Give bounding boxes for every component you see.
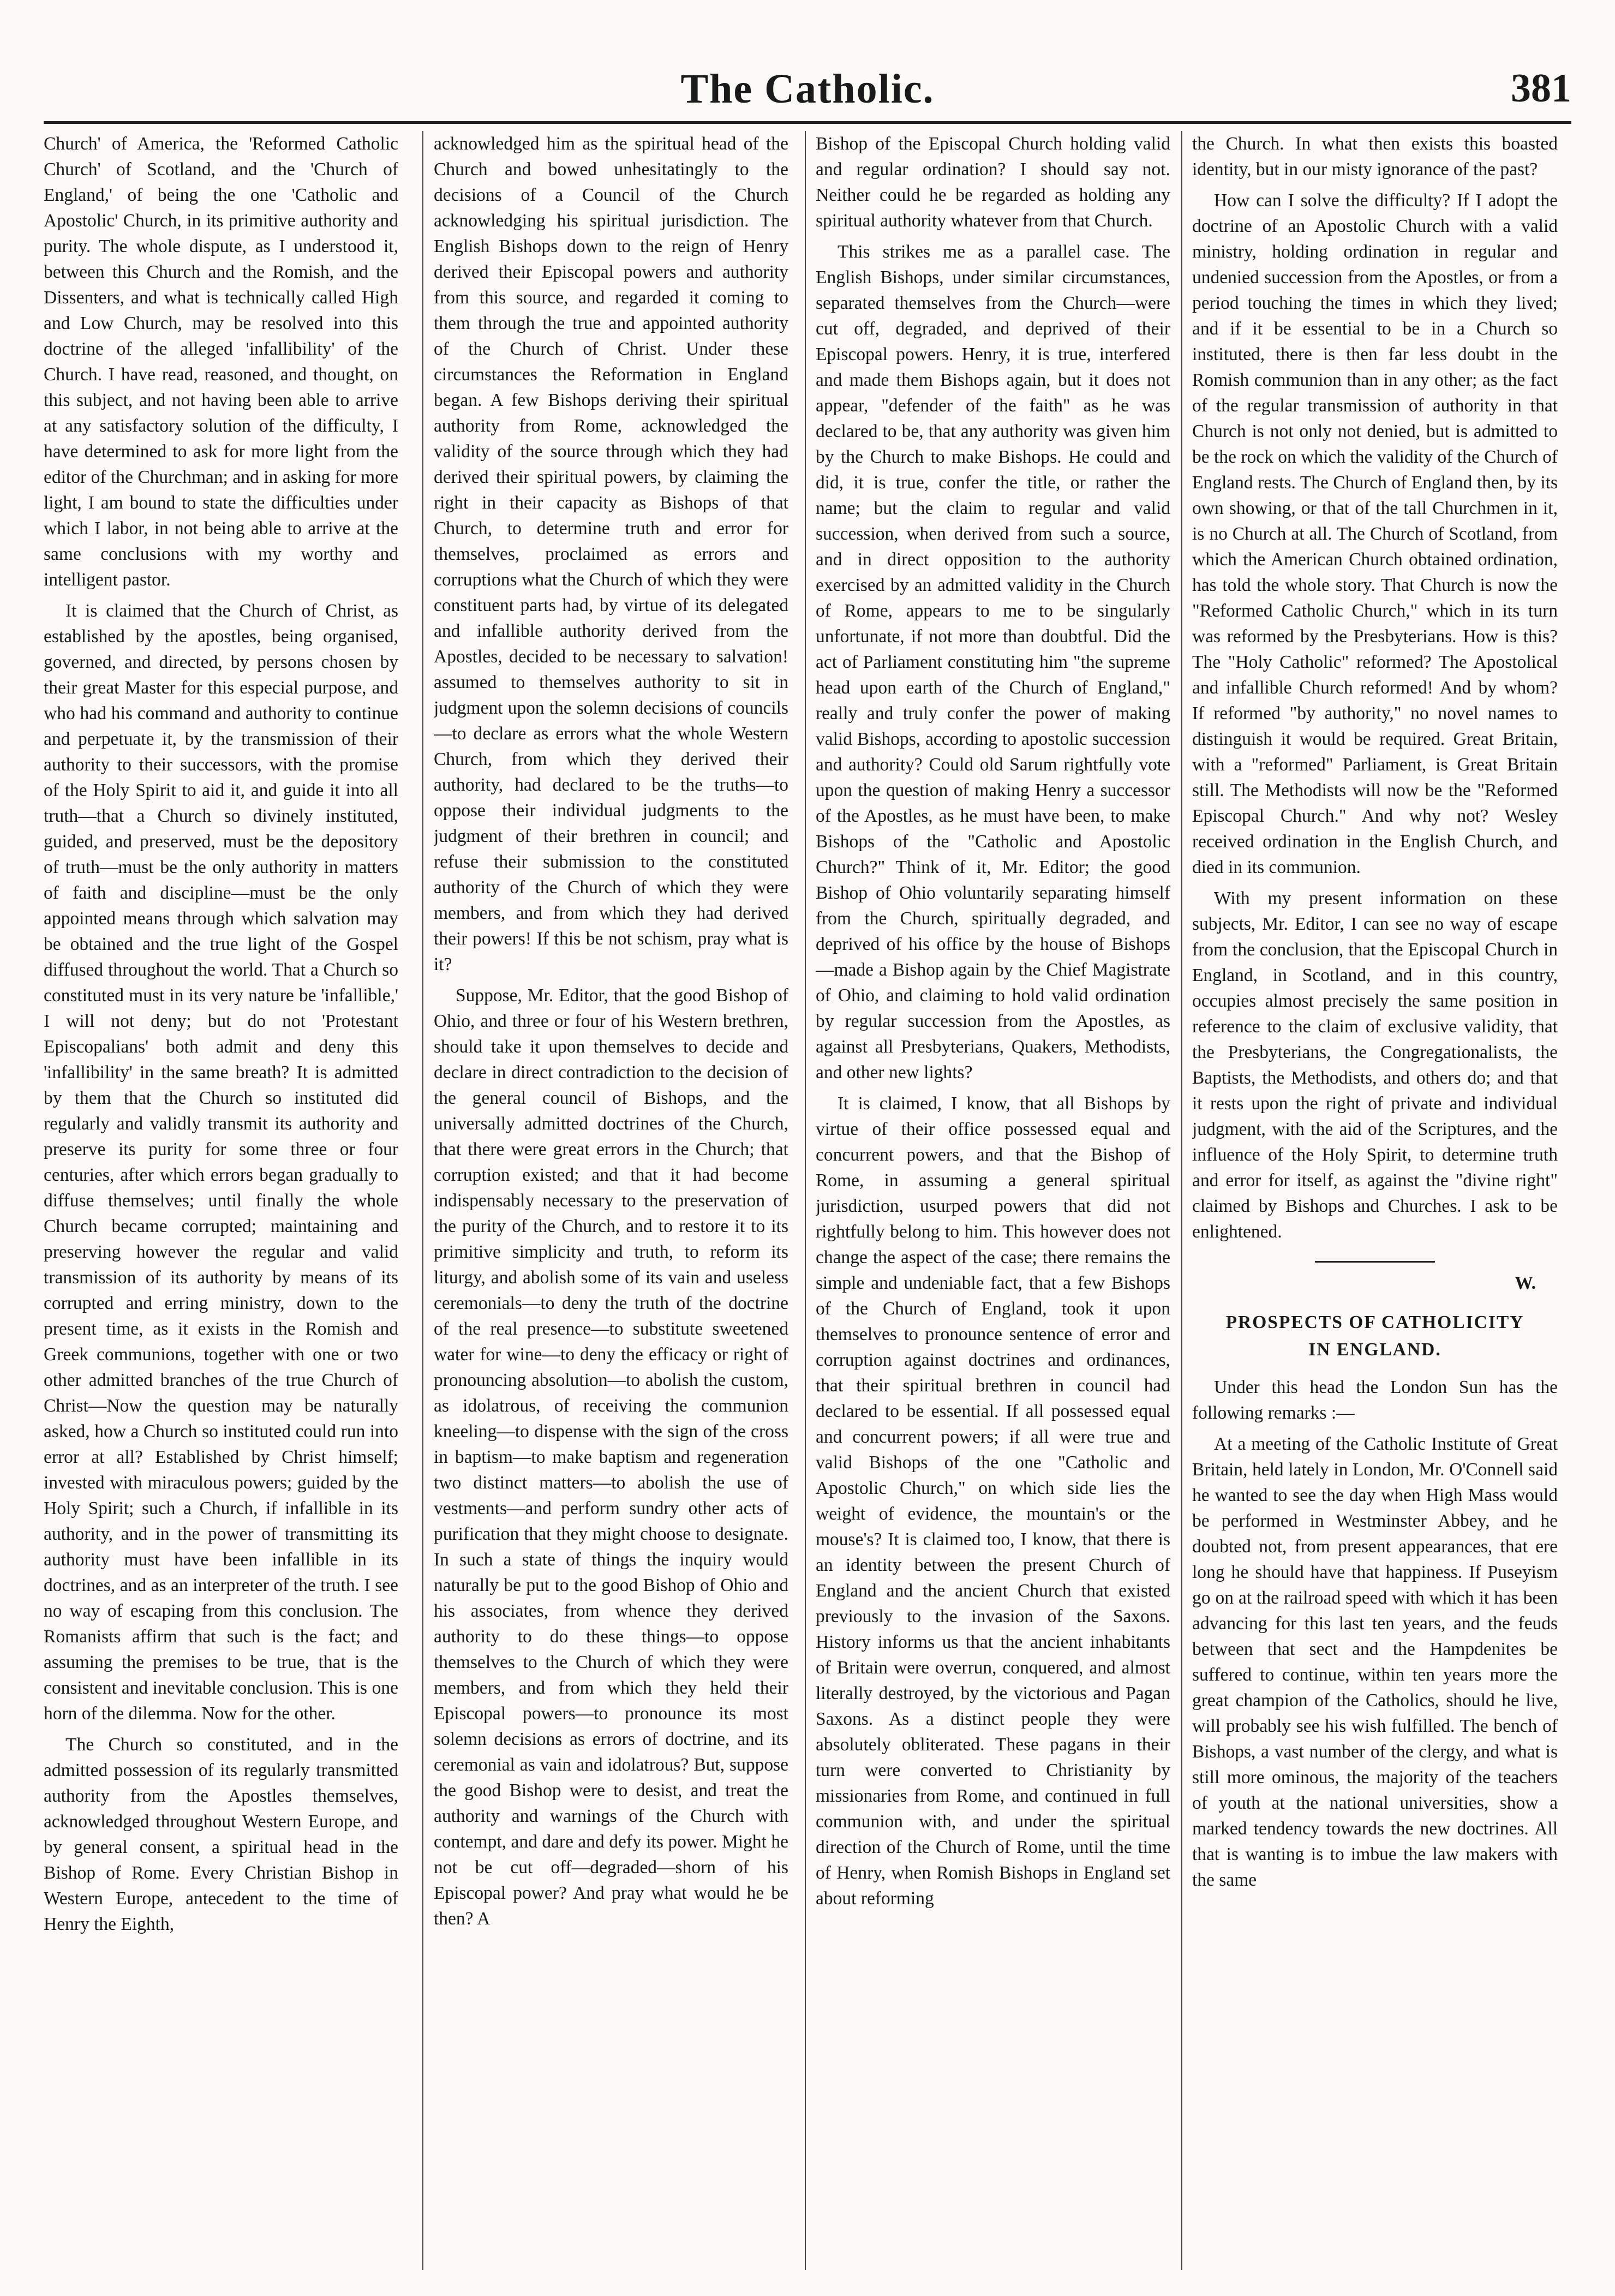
header-rule-thick bbox=[44, 121, 1571, 124]
paragraph: How can I solve the difficulty? If I adopt the doctrine of an Apostolic Church with a valid ministry, holding ordination in regular and undenied succession from the Apostles, or from a period touching the times in which they lived; and if it be essential to be in a Church so instituted, there is then far less doubt in the Romish communion than in any other; as the fact of the regular transmission of authority in that Church is not only not denied, but is admitted to be the rock on which the validity of the Church of England rests. The Church of England then, by its own showing, or that of the tall Churchmen in it, is no Church at all. The Church of Scotland, from which the American Church obtained ordination, has told the whole story. That Church is now the "Reformed Catholic Church," which in its turn was reformed by the Presbyterians. How is this? The "Holy Catholic" reformed? The Apostolical and infallible Church reformed! And by whom? If reformed "by authority," no novel names to distinguish it would be required. Great Britain, with a "reformed" Parliament, is Great Britain still. The Methodists will now be the "Reformed Episcopal Church." And why not? Wesley received ordination in the English Church, and died in its communion. bbox=[1192, 190, 1558, 877]
paragraph: At a meeting of the Catholic Institute of Great Britain, held lately in London, Mr. O'Connell said he wanted to see the day when High Mass would be performed in Westminster Abbey, and he doubted not, from present appearances, that ere long he should have that happiness. If Puseyism go on at the railroad speed with which it has been advancing for this last ten years, and the feuds between that sect and the Hampdenites be suffered to continue, within ten years more the great champion of the Catholics, should he live, will probably see his wish fulfilled. The bench of Bishops, a vast number of the clergy, and what is still more ominous, the majority of the teachers of youth at the national universities, show a marked tendency towards the new doctrines. All that is wanting is to imbue the law makers with the same bbox=[1192, 1434, 1558, 1890]
column-divider bbox=[1181, 131, 1182, 2270]
page-number: 381 bbox=[1511, 66, 1571, 111]
paragraph: This strikes me as a parallel case. The English Bishops, under similar circumstances, separated themselves from the Church—were cut off, degraded, and deprived of their Episcopal powers. Henry, it is true, interfered and made them Bishops again, but it does not appear, "defender of the faith" as he was declared to be, that any authority was given him by the Church to make Bishops. He could and did, it is true, confer the title, or rather the name; but the claim to regular and valid succession, when derived from such a source, and in direct opposition to the authority exercised by an admitted validity in the Church of Rome, appears to me to be singularly unfortunate, if not more than doubtful. Did the act of Parliament constituting him "the supreme head upon earth of the Church of England," really and truly confer the power of making valid Bishops, according to apostolic succession and authority? Could old Sarum rightfully vote upon the question of making Henry a successor of the Apostles, as he must have been, to make Bishops of the "Catholic and Apostolic Church?" Think of it, Mr. Editor; the good Bishop of Ohio voluntarily separating himself from the Church, spiritually degraded, and deprived of his office by the house of Bishops—made a Bishop again by the Chief Magistrate of Ohio, and claiming to hold valid ordination by regular succession from the Apostles, as against all Presbyterians, Quakers, Methodists, and other new lights? bbox=[816, 242, 1170, 1083]
paragraph: Suppose, Mr. Editor, that the good Bishop of Ohio, and three or four of his Western brethren, should take it upon themselves to decide and declare in direct contradiction to the decision of the general council of Bishops, and the universally admitted doctrines of the Church, that there were great errors in the Church; that corruption existed; and that it had become indispensably necessary to the preservation of the purity of the Church, and to restore it to its primitive simplicity and truth, to reform its liturgy, and abolish some of its vain and useless ceremonials—to deny the truth of the doctrine of the real presence—to substitute sweetened water for wine—to deny the efficacy or right of pronouncing absolution—to abolish the custom, as idolatrous, of receiving the communion kneeling—to dispense with the sign of the cross in baptism—to make baptism and regeneration two distinct matters—to abolish the use of vestments—and perform sundry other acts of purification that they might choose to designate. In such a state of things the inquiry would naturally be put to the good Bishop of Ohio and his associates, from whence they derived authority to do these things—to oppose themselves to the Church of which they were members, and from which they held their Episcopal powers—to pronounce its most solemn decisions as errors of doctrine, and its ceremonial as vain and idolatrous? But, suppose the good Bishop were to desist, and treat the authority and warnings of the Church with contempt, and dare and defy its power. Might he not be cut off—degraded—shorn of his Episcopal power? And pray what would he be then? A bbox=[434, 985, 788, 1929]
section-heading-line-1: PROSPECTS OF CATHOLICITY bbox=[1225, 1312, 1524, 1332]
section-divider bbox=[1315, 1261, 1435, 1263]
column-divider bbox=[805, 131, 806, 2270]
paragraph: Under this head the London Sun has the following remarks :— bbox=[1192, 1377, 1558, 1423]
page-title: The Catholic. bbox=[680, 66, 935, 112]
masthead bbox=[44, 22, 1571, 115]
paragraph: the Church. In what then exists this boasted identity, but in our misty ignorance of the past? bbox=[1192, 134, 1558, 180]
paragraph: It is claimed, I know, that all Bishops by virtue of their office possessed equal and concurrent powers, and that the Bishop of Rome, in assuming a general spiritual jurisdiction, usurped powers that did not rightfully belong to him. This however does not change the aspect of the case; there remains the simple and undeniable fact, that a few Bishops of the Church of England, took it upon themselves to pronounce sentence of error and corruption against doctrines and ordinances, that their spiritual brethren in council had declared to be essential. If all possessed equal and concurrent powers; if all were true and valid Bishops of the one "Catholic and Apostolic Church," on which side lies the weight of evidence, the mountain's or the mouse's? It is claimed too, I know, that there is an identity between the present Church of England and the ancient Church that existed previously to the invasion of the Saxons. History informs us that the ancient inhabitants of Britain were overrun, conquered, and almost literally destroyed, by the victorious and Pagan Saxons. As a distinct people they were absolutely obliterated. These pagans in their turn were converted to Christianity by missionaries from Rome, and continued in full communion with, and under the spiritual direction of the Church of Rome, until the time of Henry, when Romish Bishops in England set about reforming bbox=[816, 1093, 1170, 1909]
signature: W. bbox=[1515, 1273, 1536, 1293]
paragraph: With my present information on these subjects, Mr. Editor, I can see no way of escape from the conclusion, that the Episcopal Church in England, in Scotland, and in this country, occupies almost precisely the same position in reference to the claim of exclusive validity, that the Presbyterians, the Congregationalists, the Baptists, the Methodists, and others do; and that it rests upon the right of private and individual judgment, with the aid of the Scriptures, and the influence of the Holy Spirit, to determine truth and error for itself, as against the "divine right" claimed by Bishops and Churches. I ask to be enlightened. bbox=[1192, 888, 1558, 1242]
section-heading-line-2: IN ENGLAND. bbox=[1308, 1340, 1441, 1360]
paragraph: acknowledged him as the spiritual head of the Church and bowed unhesitatingly to the decisions of a Council of the Church acknowledging his spiritual jurisdiction. The English Bishops down to the reign of Henry derived their Episcopal powers and authority from this source, and regarded it coming to them through the true and appointed authority of the Church of Christ. Under these circumstances the Reformation in England began. A few Bishops deriving their spiritual authority from Rome, acknowledged the validity of the source through which they had derived their spiritual powers, by claiming the right in their capacity as Bishops of that Church, to determine truth and error for themselves, proclaimed as errors and corruptions what the Church of which they were constituent parts had, by virtue of its delegated and infallible authority derived from the Apostles, decided to be necessary to salvation! assumed to themselves authority to sit in judgment upon the solemn decisions of councils—to declare as errors what the whole Western Church, from which they derived their authority, had declared to be the truths—to oppose their individual judgments to the judgment of their brethren in council; and refuse their submission to the constituted authority of the Church of which they were members, and from which they had derived their powers! If this be not schism, pray what is it? bbox=[434, 134, 788, 974]
column-3 bbox=[816, 131, 1170, 2270]
column-divider bbox=[422, 131, 423, 2270]
paragraph: The Church so constituted, and in the admitted possession of its regularly transmitted authority from the Apostles themselves, acknowledged throughout Western Europe, and by general consent, a spiritual head in the Bishop of Rome. Every Christian Bishop in Western Europe, antecedent to the time of Henry the Eighth, bbox=[44, 1735, 398, 1934]
column-4 bbox=[1192, 131, 1558, 2270]
paragraph: Church' of America, the 'Reformed Catholic Church' of Scotland, and the 'Church of England,' of being the one 'Catholic and Apostolic' Church, in its primitive authority and purity. The whole dispute, as I understood it, between this Church and the Romish, and the Dissenters, and what is technically called High and Low Church, may be resolved into this doctrine of the alleged 'infallibility' of the Church. I have read, reasoned, and thought, on this subject, and not having been able to arrive at any satisfactory solution of the difficulty, I have determined to ask for more light from the editor of the Churchman; and in asking for more light, I am bound to state the difficulties under which I labor, in not being able to arrive at the same conclusions with my worthy and intelligent pastor. bbox=[44, 134, 398, 590]
column-2 bbox=[434, 131, 788, 2270]
section-heading bbox=[1192, 1309, 1558, 1364]
paragraph: It is claimed that the Church of Christ, as established by the apostles, being organised, governed, and directed, by persons chosen by their great Master for this especial purpose, and who had his command and authority to continue and perpetuate it, by the transmission of their authority to their successors, with the promise of the Holy Spirit to aid it, and guide it into all truth—that a Church so divinely instituted, guided, and preserved, must be the depository of truth—must be the only authority in matters of faith and discipline—must be the only appointed means through which salvation may be obtained and the true light of the Gospel diffused throughout the world. That a Church so constituted must in its very nature be 'infallible,' I will not deny; but do not 'Protestant Episcopalians' both admit and deny this 'infallibility' in the same breath? It is admitted by them that the Church so instituted did regularly and validly transmit its authority and preserve its purity for some three or four centuries, after which errors began gradually to diffuse themselves; until finally the whole Church became corrupted; maintaining and preserving however the regular and valid transmission of its authority by means of its corrupted and erring ministry, down to the present time, as it exists in the Romish and Greek communions, together with one or two other admitted branches of the true Church of Christ—Now the question may be naturally asked, how a Church so instituted could run into error at all? Established by Christ himself; invested with miraculous powers; guided by the Holy Spirit; such a Church, if infallible in its authority, and in the power of transmitting its authority must have been infallible in its doctrines, and as an interpreter of the truth. I see no way of escaping from this conclusion. The Romanists affirm that such is the fact; and assuming the premises to be true, that is the consistent and inevitable conclusion. This is one horn of the dilemma. Now for the other. bbox=[44, 601, 398, 1724]
paragraph: Bishop of the Episcopal Church holding valid and regular ordination? I should say not. Neither could he be regarded as holding any spiritual authority whatever from that Church. bbox=[816, 134, 1170, 231]
column-1 bbox=[44, 131, 398, 2270]
